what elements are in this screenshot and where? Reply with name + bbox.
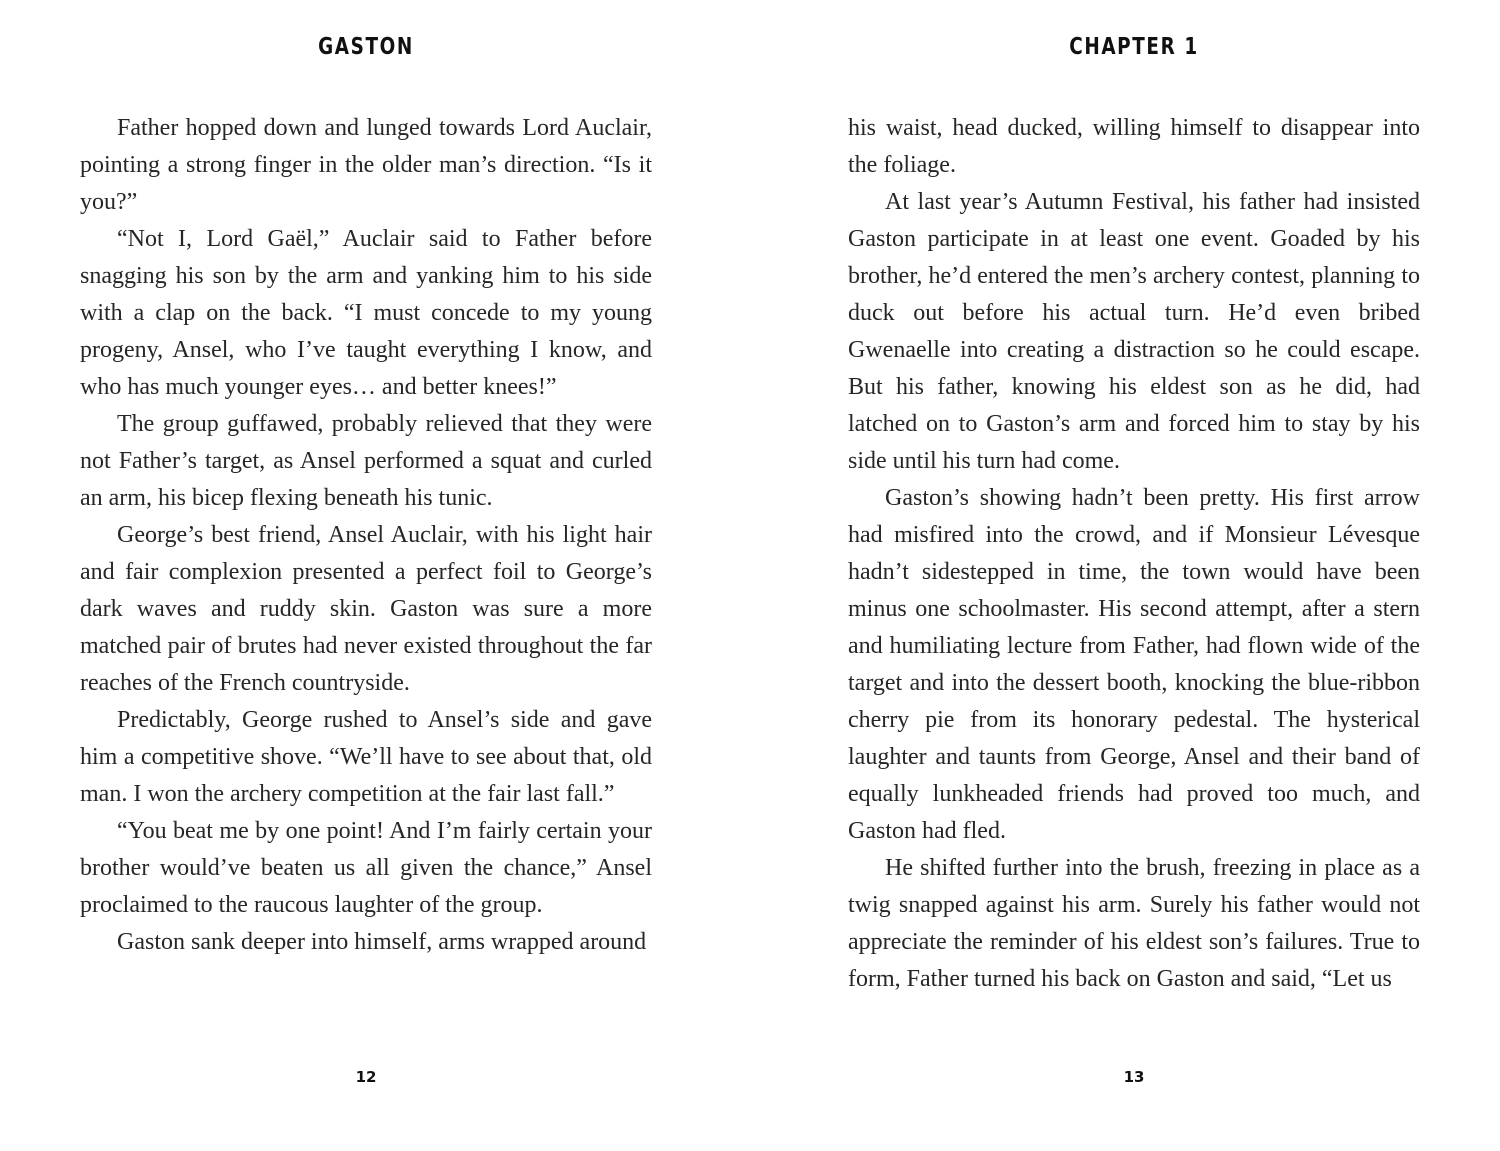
page-number: 13 (1123, 1068, 1145, 1086)
body-text (848, 110, 1420, 998)
paragraph: Gaston sank deeper into himself, arms wrapped around (117, 929, 647, 955)
right-page (848, 0, 1420, 1151)
paragraph: Father hopped down and lunged towards Lord Auclair, pointing a strong finger in the older man’s direction. “Is it you?” (80, 115, 652, 215)
paragraph: The group guffawed, probably relieved that they were not Father’s target, as Ansel performed a squat and curled an arm, his bicep flexing beneath his tunic. (80, 411, 652, 511)
page-number: 12 (355, 1068, 377, 1086)
running-head: CHAPTER 1 (1069, 34, 1199, 60)
paragraph: Predictably, George rushed to Ansel’s side and gave him a competitive shove. “We’ll have to see about that, old man. I won the archery competition at the fair last fall.” (80, 707, 652, 807)
paragraph: He shifted further into the brush, freezing in place as a twig snapped against his arm. Surely his father would not appreciate the reminder of his eldest son’s failures. True to form, Father turned his back on Gaston and said, “Let us (848, 855, 1420, 992)
body-text (80, 110, 652, 961)
left-page (80, 0, 652, 1151)
running-head: GASTON (318, 34, 414, 60)
paragraph: “Not I, Lord Gaël,” Auclair said to Father before snagging his son by the arm and yanking him to his side with a clap on the back. “I must concede to my young progeny, Ansel, who I’ve taught everything I know, and who has much younger eyes… and better knees!” (80, 226, 652, 400)
paragraph: Gaston’s showing hadn’t been pretty. His first arrow had misfired into the crowd, and if Monsieur Lévesque hadn’t sidestepped in time, the town would have been minus one schoolmaster. His second attempt, after a stern and humiliating lecture from Father, had flown wide of the target and into the dessert booth, knocking the blue-ribbon cherry pie from its honorary pedestal. The hysterical laughter and taunts from George, Ansel and their band of equally lunkheaded friends had proved too much, and Gaston had fled. (848, 485, 1420, 844)
paragraph: his waist, head ducked, willing himself to disappear into the foliage. (848, 115, 1420, 178)
paragraph: At last year’s Autumn Festival, his father had insisted Gaston participate in at least one event. Goaded by his brother, he’d entered the men’s archery contest, planning to duck out before his actual turn. He’d even bribed Gwenaelle into creating a distraction so he could escape. But his father, knowing his eldest son as he did, had latched on to Gaston’s arm and forced him to stay by his side until his turn had come. (848, 189, 1420, 474)
paragraph: “You beat me by one point! And I’m fairly certain your brother would’ve beaten us all given the chance,” Ansel proclaimed to the raucous laughter of the group. (80, 818, 652, 918)
paragraph: George’s best friend, Ansel Auclair, with his light hair and fair complexion presented a perfect foil to George’s dark waves and ruddy skin. Gaston was sure a more matched pair of brutes had never existed throughout the far reaches of the French countryside. (80, 522, 652, 696)
